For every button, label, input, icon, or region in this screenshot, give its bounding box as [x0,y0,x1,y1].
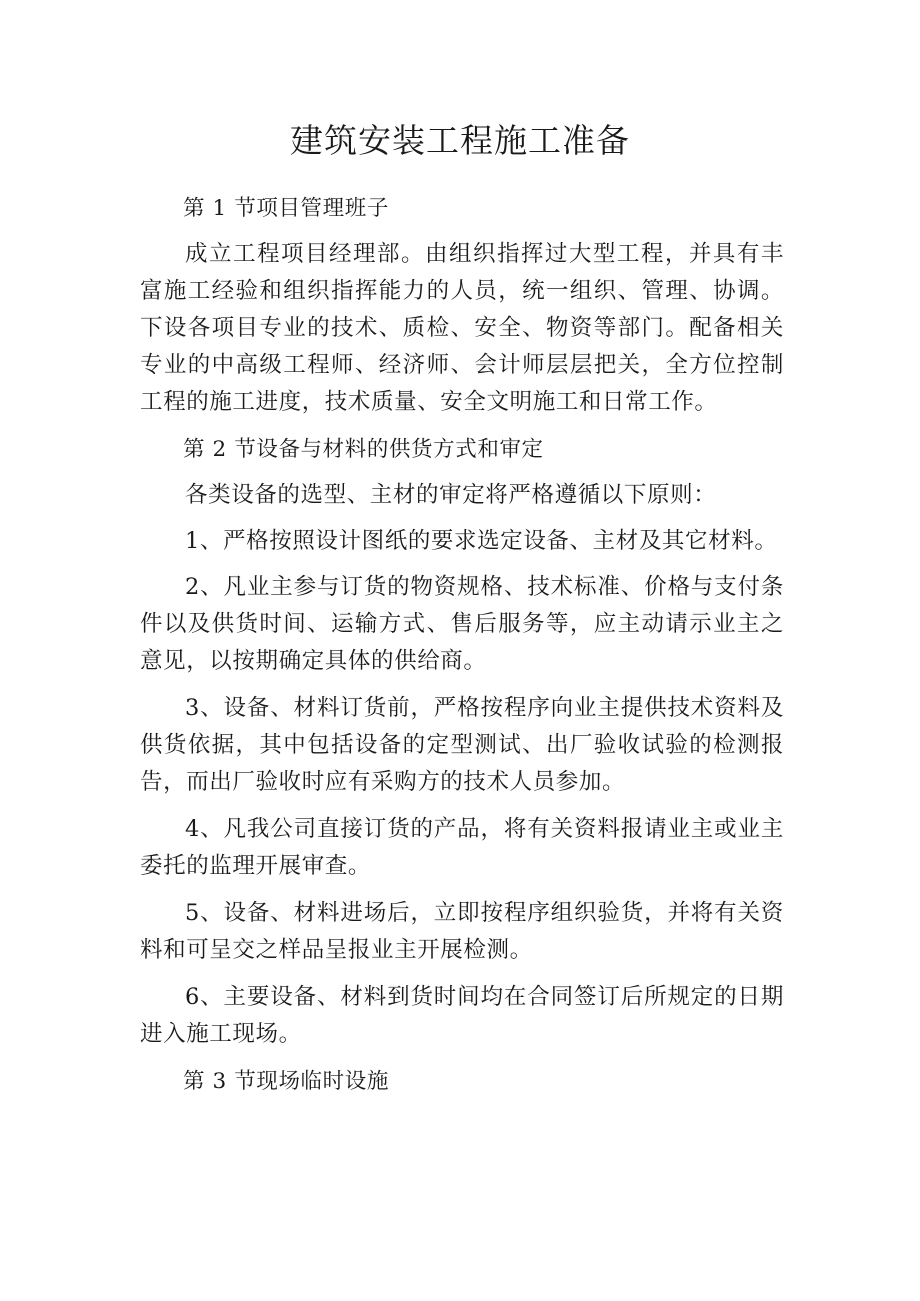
section-heading-2: 第 2 节设备与材料的供货方式和审定 [183,437,544,462]
section-heading-3: 第 3 节现场临时设施 [183,1069,389,1094]
document-title: 建筑安装工程施工准备 [290,121,630,160]
section-1-paragraph: 成立工程项目经理部。由组织指挥过大型工程，并具有丰富施工经验和组织指挥能力的人员，统一组织、管理、协调。下设各项目专业的技术、质检、安全、物资等部门。配备相关专业的中高级工程师、经济师、会计师层层把关，全方位控制工程的施工进度，技术质量、安全文明施工和日常工作。 [140,241,784,415]
list-item-5: 5、设备、材料进场后，立即按程序组织验货，并将有关资料和可呈交之样品呈报业主开展检测。 [140,900,784,963]
section-2-intro: 各类设备的选型、主材的审定将严格遵循以下原则： [185,482,717,508]
list-item-2: 2、凡业主参与订货的物资规格、技术标准、价格与支付条件以及供货时间、运输方式、售后服务等，应主动请示业主之意见，以按期确定具体的供给商。 [140,574,784,674]
list-item-6: 6、主要设备、材料到货时间均在合同签订后所规定的日期进入施工现场。 [140,984,784,1047]
list-item-3: 3、设备、材料订货前，严格按程序向业主提供技术资料及供货依据，其中包括设备的定型测试、出厂验收试验的检测报告，而出厂验收时应有采购方的技术人员参加。 [140,695,784,795]
list-item-1: 1、严格按照设计图纸的要求选定设备、主材及其它材料。 [185,528,778,554]
document-body [140,190,784,1100]
section-heading-1: 第 1 节项目管理班子 [183,196,389,221]
list-item-4: 4、凡我公司直接订货的产品，将有关资料报请业主或业主委托的监理开展审查。 [140,816,784,879]
